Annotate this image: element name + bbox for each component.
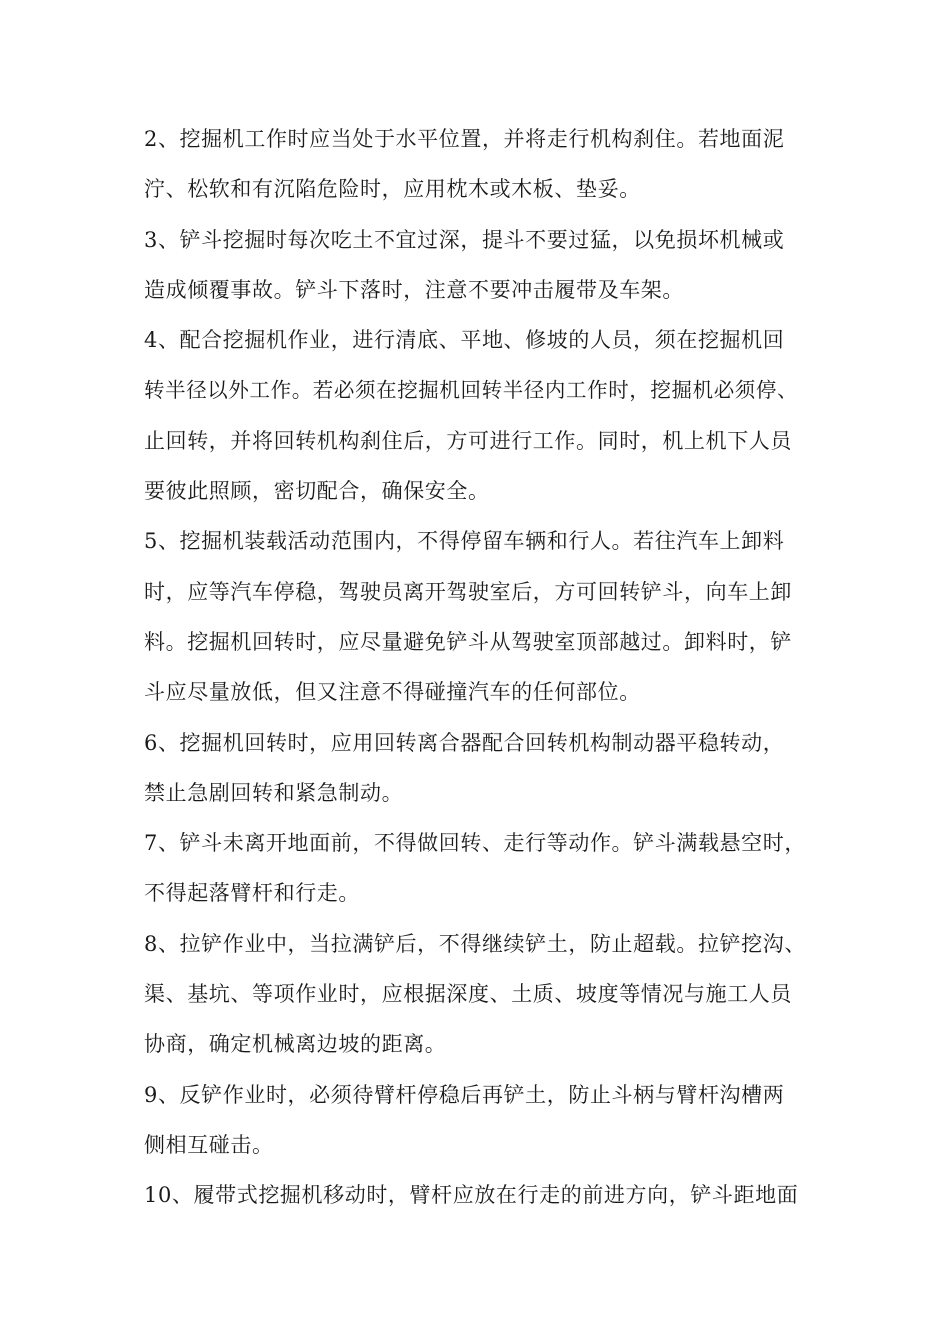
text-line: 侧相互碰击。	[144, 1132, 274, 1157]
paragraph-6	[144, 718, 808, 819]
document-body	[144, 114, 808, 1221]
text-line: 泞、松软和有沉陷危险时，应用枕木或木板、垫妥。	[144, 177, 641, 202]
paragraph-10	[144, 1170, 808, 1220]
paragraph-5	[144, 516, 808, 717]
text-line: 9、反铲作业时，必须待臂杆停稳后再铲土，防止斗柄与臂杆沟槽两	[144, 1082, 785, 1107]
text-line: 时，应等汽车停稳，驾驶员离开驾驶室后，方可回转铲斗，向车上卸	[144, 579, 792, 604]
paragraph-4	[144, 315, 808, 516]
paragraph-9	[144, 1070, 808, 1171]
text-line: 10、履带式挖掘机移动时，臂杆应放在行走的前进方向，铲斗距地面	[144, 1183, 799, 1208]
text-line: 2、挖掘机工作时应当处于水平位置，并将走行机构刹住。若地面泥	[144, 127, 785, 151]
text-line: 料。挖掘机回转时，应尽量避免铲斗从驾驶室顶部越过。卸料时，铲	[144, 629, 792, 654]
text-line: 8、拉铲作业中，当拉满铲后，不得继续铲土，防止超载。拉铲挖沟、	[144, 931, 806, 956]
text-line: 协商，确定机械离边坡的距离。	[144, 1032, 447, 1057]
text-line: 3、铲斗挖掘时每次吃土不宜过深，提斗不要过猛，以免损坏机械或	[144, 227, 785, 252]
text-line: 4、配合挖掘机作业，进行清底、平地、修坡的人员，须在挖掘机回	[144, 328, 785, 353]
text-line: 6、挖掘机回转时，应用回转离合器配合回转机构制动器平稳转动，	[144, 730, 785, 755]
paragraph-2	[144, 114, 808, 215]
text-line: 渠、基坑、等项作业时，应根据深度、土质、坡度等情况与施工人员	[144, 982, 792, 1007]
text-line: 不得起落臂杆和行走。	[144, 881, 360, 906]
text-line: 转半径以外工作。若必须在挖掘机回转半径内工作时，挖掘机必须停、	[144, 378, 799, 403]
text-line: 5、挖掘机装载活动范围内，不得停留车辆和行人。若往汽车上卸料	[144, 529, 785, 554]
text-line: 要彼此照顾，密切配合，确保安全。	[144, 479, 490, 504]
text-line: 7、铲斗未离开地面前，不得做回转、走行等动作。铲斗满载悬空时，	[144, 831, 806, 856]
text-line: 禁止急剧回转和紧急制动。	[144, 780, 404, 805]
text-line: 斗应尽量放低，但又注意不得碰撞汽车的任何部位。	[144, 680, 641, 705]
paragraph-8	[144, 919, 808, 1070]
text-line: 止回转，并将回转机构刹住后，方可进行工作。同时，机上机下人员	[144, 428, 792, 453]
paragraph-3	[144, 215, 808, 316]
paragraph-7	[144, 818, 808, 919]
text-line: 造成倾覆事故。铲斗下落时，注意不要冲击履带及车架。	[144, 277, 684, 302]
